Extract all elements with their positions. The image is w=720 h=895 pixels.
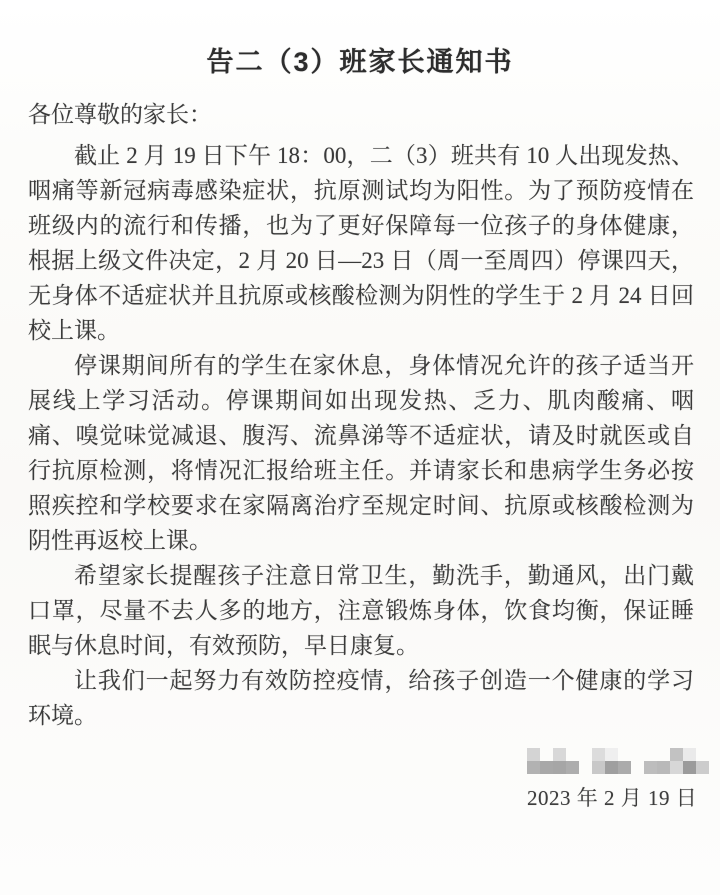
redacted-signature (527, 748, 709, 774)
paragraph-1: 截止 2 月 19 日下午 18：00，二（3）班共有 10 人出现发热、咽痛等新冠病毒感染症状，抗原测试均为阳性。为了预防疫情在班级内的流行和传播，也为了更好保障每一位孩子的身体健康，根据上级文件决定，2 月 20 日—23 日（周一至周四）停课四天，无身体不适症状并且抗原或核酸检测为阴性的学生于 2 月 24 日回校上课。 (28, 143, 694, 343)
notice-date: 2023 年 2 月 19 日 (527, 786, 698, 810)
paragraph-2: 停课期间所有的学生在家休息，身体情况允许的孩子适当开展线上学习活动。停课期间如出现发热、乏力、肌肉酸痛、咽痛、嗅觉味觉减退、腹泻、流鼻涕等不适症状，请及时就医或自行抗原检测，将情况汇报给班主任。并请家长和患病学生务必按照疾控和学校要求在家隔离治疗至规定时间、抗原或核酸检测为阴性再返校上课。 (28, 353, 694, 553)
paragraph-3: 希望家长提醒孩子注意日常卫生，勤洗手，勤通风，出门戴口罩，尽量不去人多的地方，注意锻炼身体，饮食均衡，保证睡眠与休息时间，有效预防，早日康复。 (28, 563, 694, 658)
paragraph-4: 让我们一起努力有效防控疫情，给孩子创造一个健康的学习环境。 (28, 668, 694, 728)
greeting-line: 各位尊敬的家长： (28, 102, 212, 127)
notice-title: 告二（3）班家长通知书 (206, 47, 514, 77)
notice-body (28, 97, 694, 733)
